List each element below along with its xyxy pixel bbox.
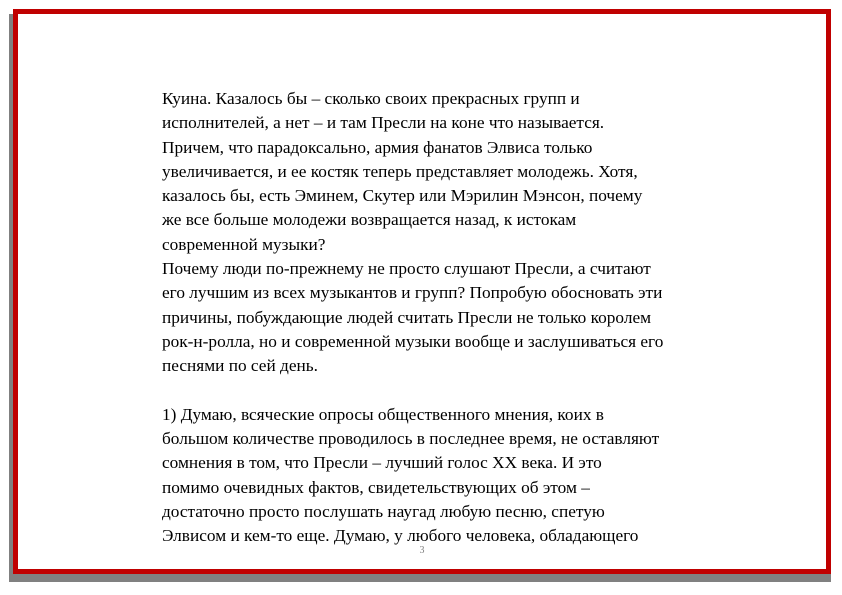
text-line: Причем, что парадоксально, армия фанатов Элвиса только: [162, 137, 593, 157]
text-line: современной музыки?: [162, 234, 326, 254]
text-line: Элвисом и кем-то еще. Думаю, у любого человека, обладающего: [162, 526, 639, 546]
body-text: [162, 87, 762, 549]
text-line: рок-н-ролла, но и современной музыки вообще и заслушиваться его: [162, 331, 664, 351]
text-line: его лучшим из всех музыкантов и групп? Попробую обосновать эти: [162, 283, 663, 303]
text-line: Почему люди по-прежнему не просто слушают Пресли, а считают: [162, 259, 651, 279]
text-line: же все больше молодежи возвращается назад, к истокам: [162, 210, 577, 230]
text-line: помимо очевидных фактов, свидетельствующих об этом –: [162, 477, 590, 497]
text-line: причины, побуждающие людей считать Пресли не только королем: [162, 307, 652, 327]
blank-line: [162, 379, 762, 403]
text-line: исполнителей, а нет – и там Пресли на коне что называется.: [162, 113, 605, 133]
text-line: 1) Думаю, всяческие опросы общественного мнения, коих в: [162, 404, 604, 424]
text-line: большом количестве проводилось в последнее время, не оставляют: [162, 429, 660, 449]
text-line: Куина. Казалось бы – сколько своих прекрасных групп и: [162, 89, 580, 108]
page-number: 3: [419, 545, 425, 556]
text-line: сомнения в том, что Пресли – лучший голос ХХ века. И это: [162, 453, 602, 473]
text-line: увеличивается, и ее костяк теперь представляет молодежь. Хотя,: [162, 161, 638, 181]
text-line: песнями по сей день.: [162, 356, 318, 376]
text-line: достаточно просто послушать наугад любую песню, спетую: [162, 502, 605, 522]
text-line: казалось бы, есть Эминем, Скутер или Мэрилин Мэнсон, почему: [162, 186, 643, 206]
